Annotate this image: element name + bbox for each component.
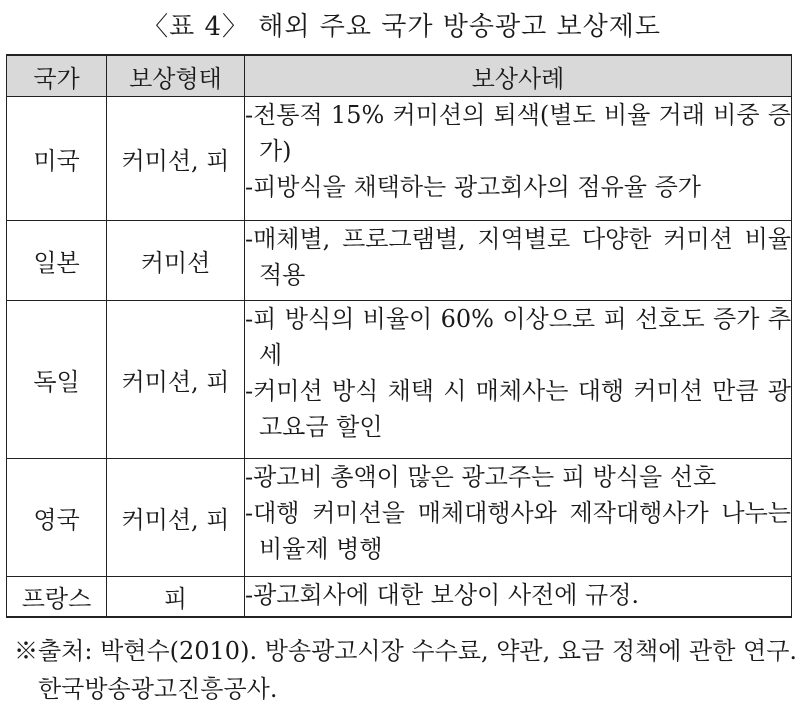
- case-item: -광고비 총액이 많은 광고주는 피 방식을 선호: [245, 463, 717, 491]
- header-compensation-cases: 보상사례: [245, 55, 792, 97]
- cases-cell: [245, 459, 792, 577]
- header-country: 국가: [7, 55, 107, 97]
- cases-cell: [245, 221, 792, 301]
- type-cell: 커미션, 피: [107, 97, 245, 221]
- type-cell: 피: [107, 577, 245, 617]
- table-row: [7, 301, 792, 459]
- country-cell: 프랑스: [7, 577, 107, 617]
- case-item: -전통적 15% 커미션의 퇴색(별도 비율 거래 비중 증가): [245, 101, 791, 165]
- country-cell: 영국: [7, 459, 107, 577]
- type-cell: 커미션: [107, 221, 245, 301]
- table-row: [7, 221, 792, 301]
- case-item: -대행 커미션을 매체대행사와 제작대행사가 나누는 비율제 병행: [245, 499, 791, 563]
- table-caption: 〈표 4〉 해외 주요 국가 방송광고 보상제도: [142, 12, 661, 42]
- country-cell: 일본: [7, 221, 107, 301]
- type-cell: 커미션, 피: [107, 301, 245, 459]
- cases-cell: [245, 97, 792, 221]
- table-row: [7, 97, 792, 221]
- cases-cell: [245, 301, 792, 459]
- table-header-row: [7, 55, 792, 97]
- table-row: [7, 577, 792, 617]
- country-cell: 독일: [7, 301, 107, 459]
- case-item: -광고회사에 대한 보상이 사전에 규정.: [245, 581, 640, 609]
- source-note: ※출처: 박현수(2010). 방송광고시장 수수료, 약관, 요금 정책에 관한 연구. 한국방송광고진흥공사.: [14, 637, 798, 703]
- country-cell: 미국: [7, 97, 107, 221]
- table-row: [7, 459, 792, 577]
- case-item: -피 방식의 비율이 60% 이상으로 피 선호도 증가 추세: [245, 305, 791, 369]
- case-item: -피방식을 채택하는 광고회사의 점유율 증가: [245, 173, 701, 201]
- case-item: -커미션 방식 채택 시 매체사는 대행 커미션 만큼 광고요금 할인: [245, 377, 791, 441]
- header-compensation-type: 보상형태: [107, 55, 245, 97]
- case-item: -매체별, 프로그램별, 지역별로 다양한 커미션 비율 적용: [245, 225, 791, 289]
- cases-cell: [245, 577, 792, 617]
- compensation-table: [6, 54, 792, 618]
- type-cell: 커미션, 피: [107, 459, 245, 577]
